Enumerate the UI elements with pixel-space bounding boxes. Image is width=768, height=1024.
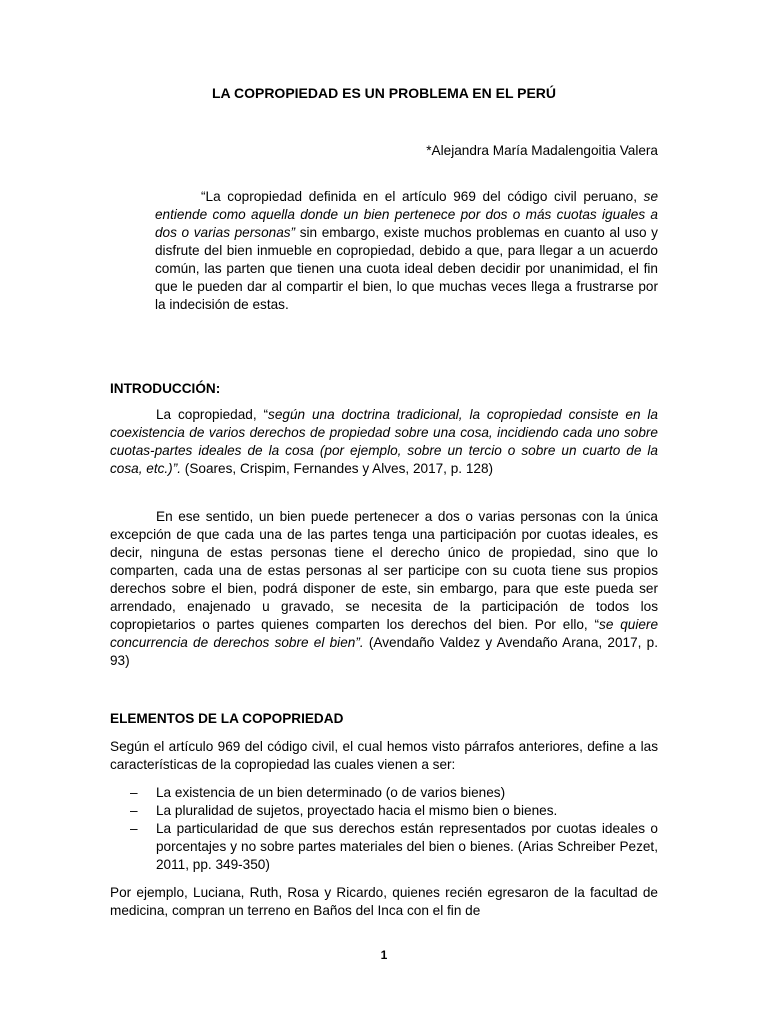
- page-title: LA COPROPIEDAD ES UN PROBLEMA EN EL PERÚ: [211, 85, 557, 101]
- intro-p1-italic: según una doctrina tradicional, la copropiedad consiste en la coexistencia de varios derechos de propiedad sobre una cosa, incidiendo cada uno sobre cuotas-partes ideales de la cosa (por ejemplo, sobre un tercio o sobre un cuarto de la cosa, etc.)”.: [110, 407, 658, 476]
- dash-bullet: –: [130, 821, 138, 836]
- intro-p1-text-2: (Soares, Crispim, Fernandes y Alves, 2017, p. 128): [181, 461, 494, 476]
- intro-heading: INTRODUCCIÓN:: [110, 381, 221, 396]
- dash-bullet: –: [130, 785, 138, 800]
- dash-bullet: –: [130, 803, 138, 818]
- intro-p2-text-1: En ese sentido, un bien puede pertenecer a dos o varias personas con la única excepción de que cada una de las partes tenga una participación por cuotas ideales, es decir, ninguna de estas personas tiene el derecho único de propiedad, sino que lo comparten, cada una de estas personas al ser participe con su cuota tiene sus propios derechos sobre el bien, podrá disponer de este, sin embargo, para que este pueda ser arrendado, enajenado u gravado, se necesita de la participación de todos los copropietarios o partes quienes comparten los derechos del bien. Por ello, “: [110, 509, 658, 632]
- elements-paragraph-2: Por ejemplo, Luciana, Ruth, Rosa y Ricardo, quienes recién egresaron de la facultad de medicina, compran un terreno en Baños del Inca con el fin de: [110, 885, 658, 918]
- author-line: *Alejandra María Madalengoitia Valera: [426, 143, 658, 158]
- list-item: [110, 784, 658, 802]
- list-item: [110, 802, 658, 820]
- intro-p1-text-1: La copropiedad, “: [156, 407, 269, 422]
- intro-p2-text-2: (Avendaño Valdez y Avendaño Arana, 2017, p. 93): [110, 635, 658, 668]
- list-item-text: La particularidad de que sus derechos están representados por cuotas ideales o porcentajes y no sobre partes materiales del bien o bienes. (Arias Schreiber Pezet, 2011, pp. 349-350): [156, 821, 658, 872]
- quote-text-1: “La copropiedad definida en el artículo 969 del código civil peruano,: [201, 189, 644, 204]
- elements-paragraph-1: Según el artículo 969 del código civil, el cual hemos visto párrafos anteriores, define a las características de la copropiedad las cuales vienen a ser:: [110, 739, 658, 772]
- quote-text-2: sin embargo, existe muchos problemas en cuanto al uso y disfrute del bien inmueble en copropiedad, debido a que, para llegar a un acuerdo común, las parten que tienen una cuota ideal deben decidir por unanimidad, el fin que le pueden dar al compartir el bien, lo que muchas veces llega a frustrarse por la indecisión de estas.: [155, 225, 658, 312]
- list-item-text: La existencia de un bien determinado (o de varios bienes): [156, 785, 506, 800]
- intro-paragraph-2: [110, 508, 658, 670]
- page-number: 1: [380, 948, 388, 962]
- list-item: [110, 820, 658, 874]
- quote-italic: se entiende como aquella donde un bien pertenece por dos o más cuotas iguales a dos o varias personas”: [155, 189, 658, 240]
- opening-quote: [155, 188, 658, 314]
- intro-p2-italic: se quiere concurrencia de derechos sobre el bien”.: [110, 617, 659, 650]
- list-item-text: La pluralidad de sujetos, proyectado hacia el mismo bien o bienes.: [156, 803, 558, 818]
- elements-list: [110, 784, 658, 874]
- elements-heading: ELEMENTOS DE LA COPOPRIEDAD: [110, 711, 344, 726]
- intro-paragraph-1: [110, 406, 658, 478]
